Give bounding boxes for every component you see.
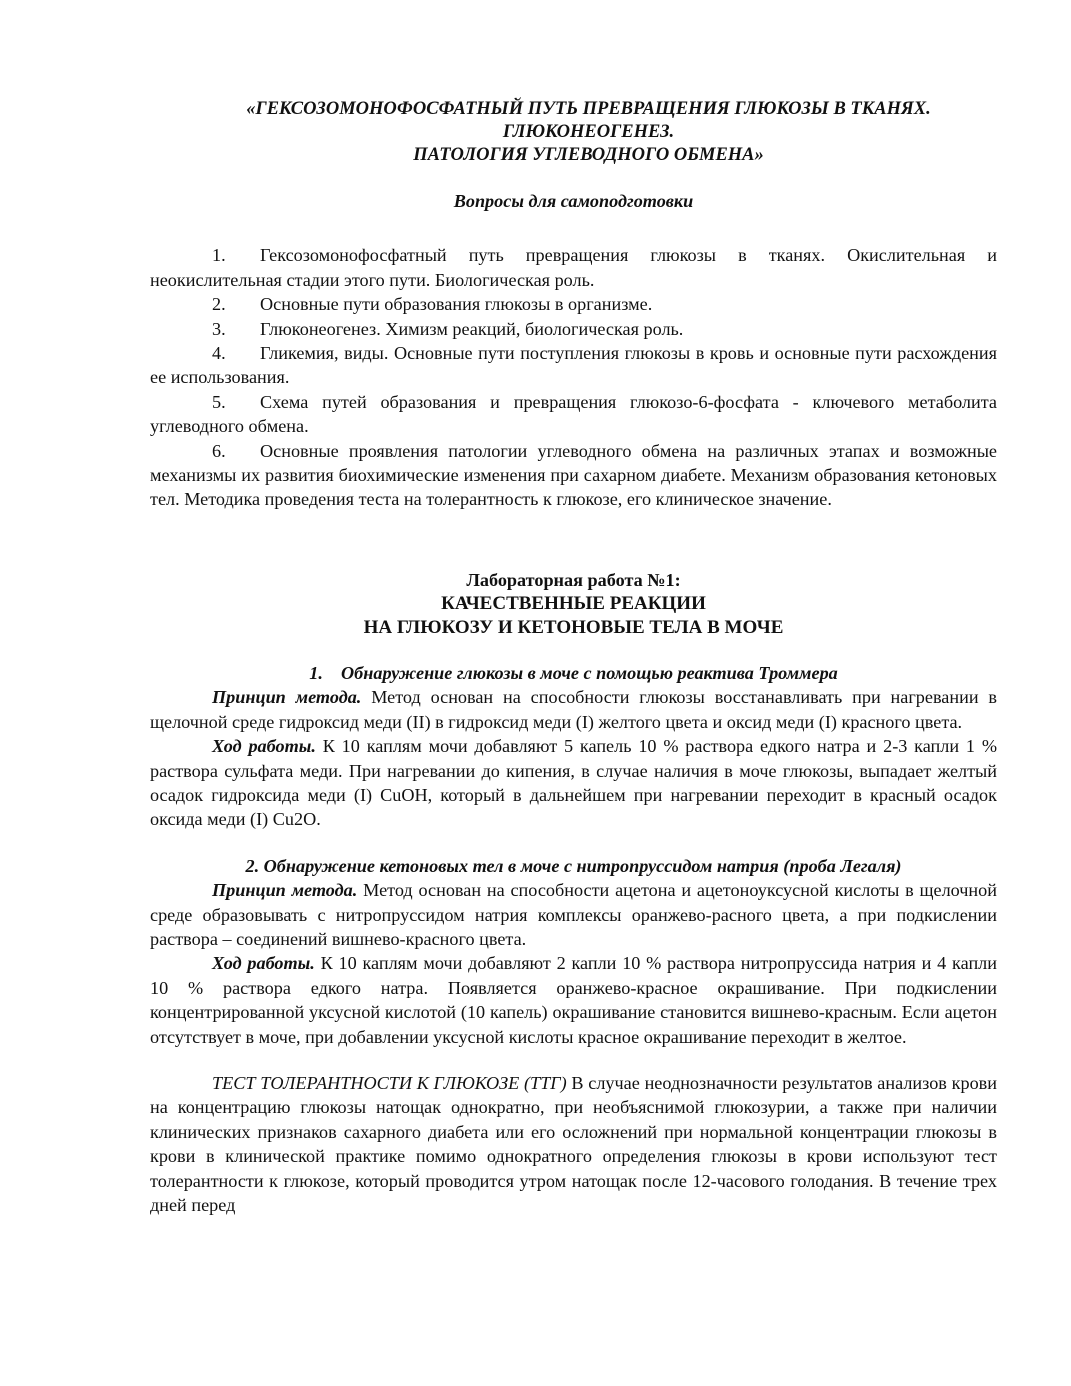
lab-heading (150, 568, 997, 640)
ttg-text: В случае неоднозначности результатов анализов крови на концентрацию глюкозы натощак однократно, при необъяснимой глюкозурии, а также при наличии клинических признаков сахарного диабета или его осложнений при нормальной концентрации глюкозы в крови в клинической практике помимо однократного определения глюкозы в крови используют тест толерантности к глюкозе, который проводится утром натощак после 12-часового голодания. В течение трех дней перед (150, 1072, 997, 1215)
principle-label: Принцип метода. (212, 880, 358, 901)
question-number: 3. (212, 318, 226, 339)
principle-text: Метод основан на способности ацетона и ацетоноуксусной кислоты в щелочной среде образовывать с нитропруссидом натрия комплексы оранжево-расного цвета, а при подкислении раствора – соединений вишнево-красного цвета. (150, 880, 997, 949)
question-text: Гликемия, виды. Основные пути поступления глюкозы в кровь и основные пути расхождения ее использования. (150, 343, 997, 388)
principle-text: Метод основан на способности глюкозы восстанавливать при нагревании в щелочной среде гидроксид меди (II) в гидроксид меди (I) желтого цвета и оксид меди (I) красного цвета. (150, 687, 998, 732)
section-2-procedure (150, 951, 997, 1049)
questions-subtitle: Вопросы для самоподготовки (453, 191, 694, 211)
procedure-label: Ход работы. (212, 736, 316, 757)
principle-label: Принцип метода. (212, 687, 362, 708)
lab-heading-line-3: НА ГЛЮКОЗУ И КЕТОНОВЫЕ ТЕЛА В МОЧЕ (363, 616, 784, 638)
question-item (150, 439, 997, 512)
question-text: Глюконеогенез. Химизм реакций, биологическая роль. (260, 318, 684, 339)
question-text: Схема путей образования и превращения глюкозо-6-фосфата - ключевого метаболита углеводного обмена. (150, 391, 997, 437)
question-text: Гексозомонофосфатный путь превращения глюкозы в тканях. Окислительная и неокислительная стадии этого пути. Биологическая роль. (150, 245, 997, 290)
ttg-label: ТЕСТ ТОЛЕРАНТНОСТИ К ГЛЮКОЗЕ (ТТГ) (212, 1072, 567, 1093)
title-line-2: ГЛЮКОНЕОГЕНЕЗ. (502, 122, 675, 142)
question-number: 1. (212, 245, 226, 266)
section-1-title: 1. Обнаружение глюкозы в моче с помощью реактива Троммера (309, 662, 838, 683)
question-item (150, 292, 997, 316)
procedure-text: К 10 каплям мочи добавляют 5 капель 10 % раствора едкого натра и 2-3 капли 1 % раствора сульфата меди. При нагревании до кипения, в случае наличия в моче глюкозы, выпадает желтый осадок гидроксида меди (I) CuOH, который в дальнейшем при нагревании переходит в красный осадок оксида меди (I) Cu2O. (150, 736, 997, 830)
procedure-text: К 10 каплям мочи добавляют 2 капли 10 % раствора нитропруссида натрия и 4 капли 10 % раствора едкого натра. Появляется оранжево-красное окрашивание. При подкислении концентрированной уксусной кислотой (10 капель) окрашивание становится вишнево-красным. Если ацетон отсутствует в моче, при добавлении уксусной кислоты красное окрашивание переходит в желтое. (150, 953, 997, 1047)
ttg-paragraph (150, 1071, 997, 1217)
section-2-title: 2. Обнаружение кетоновых тел в моче с нитропруссидом натрия (проба Легаля) (245, 855, 902, 876)
section-2-principle (150, 878, 997, 951)
question-item (150, 243, 997, 292)
questions-list (150, 243, 997, 511)
question-number: 2. (212, 294, 226, 315)
section-1-principle (150, 685, 997, 734)
question-number: 6. (212, 440, 226, 461)
section-1-procedure (150, 734, 997, 832)
lab-heading-line-2: КАЧЕСТВЕННЫЕ РЕАКЦИИ (441, 592, 706, 614)
question-item (150, 317, 997, 341)
question-item (150, 341, 997, 390)
title-line-3: ПАТОЛОГИЯ УГЛЕВОДНОГО ОБМЕНА» (413, 145, 764, 165)
question-number: 4. (212, 343, 226, 364)
question-text: Основные пути образования глюкозы в организме. (260, 294, 653, 315)
document-title (150, 98, 997, 167)
lab-heading-line-1: Лабораторная работа №1: (466, 569, 681, 590)
title-line-1: «ГЕКСОЗОМОНОФОСФАТНЫЙ ПУТЬ ПРЕВРАЩЕНИЯ ГЛЮКОЗЫ В ТКАНЯХ. (246, 99, 931, 119)
question-number: 5. (212, 391, 226, 412)
question-text: Основные проявления патологии углеводного обмена на различных этапах и возможные механизмы их развития биохимические изменения при сахарном диабете. Механизм образования кетоновых тел. Методика проведения теста на толерантность к глюкозе, его клиническое значение. (150, 440, 997, 510)
procedure-label: Ход работы. (212, 953, 315, 974)
question-item (150, 390, 997, 439)
